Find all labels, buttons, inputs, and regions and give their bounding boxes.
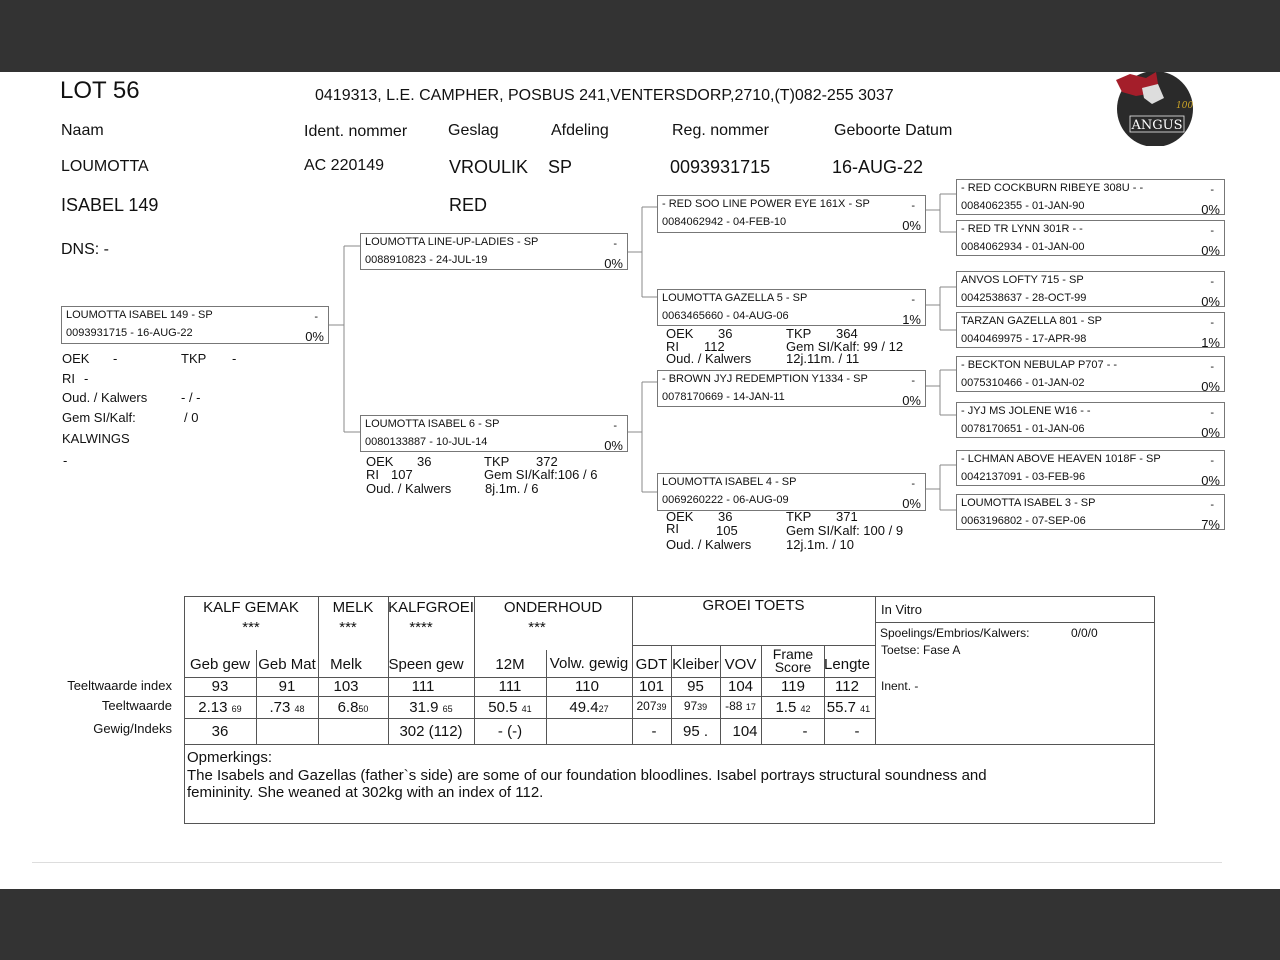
sss-name: - RED COCKBURN RIBEYE 308U - - bbox=[961, 182, 1144, 194]
dss-dash: - bbox=[1210, 361, 1214, 373]
sd-oek-value: 36 bbox=[718, 326, 733, 341]
animal-name-2: ISABEL 149 bbox=[61, 195, 159, 215]
ssd-dash: - bbox=[1210, 225, 1214, 237]
index-12m: 111 bbox=[498, 678, 522, 695]
sss-pct: 0% bbox=[1201, 202, 1220, 217]
dam-oek-value: 36 bbox=[417, 454, 432, 469]
subject-box bbox=[61, 306, 329, 344]
ebv-value: 2.13 bbox=[198, 699, 228, 716]
dd-tkp-label: TKP bbox=[786, 509, 812, 524]
dam-reg: 0080133887 - 10-JUL-14 bbox=[365, 436, 488, 448]
subject-oud-label: Oud. / Kalwers bbox=[62, 390, 148, 405]
ebv-value: 50.5 bbox=[488, 699, 518, 716]
subject-dash: - bbox=[314, 311, 318, 323]
subject-oek-label: OEK bbox=[62, 351, 90, 366]
dd-ri-value: 105 bbox=[716, 523, 738, 538]
ebv-value: .73 bbox=[269, 699, 291, 716]
index-speen-gew: 111 bbox=[411, 678, 435, 695]
ebv-accuracy: 39 bbox=[697, 702, 708, 712]
subject-ri-label: RI bbox=[62, 371, 75, 386]
logo-text: ANGUS bbox=[1131, 118, 1183, 133]
remarks-title: Opmerkings: bbox=[187, 749, 273, 766]
ssd-pct: 0% bbox=[1201, 243, 1220, 258]
col-geb-gew: Geb gew bbox=[189, 656, 251, 673]
sd-oud-value: 12j.11m. / 11 bbox=[786, 351, 860, 366]
dsd-pct: 0% bbox=[1201, 425, 1220, 440]
ss-reg: 0084062942 - 04-FEB-10 bbox=[662, 216, 787, 228]
animal-afdeling: SP bbox=[548, 157, 573, 177]
index-melk: 103 bbox=[333, 678, 359, 695]
ebv-melk bbox=[318, 699, 388, 716]
dds-name: - LCHMAN ABOVE HEAVEN 1018F - SP bbox=[961, 453, 1161, 465]
inent-label: Inent. - bbox=[881, 679, 919, 693]
weight-kleiber: 95 . bbox=[682, 723, 709, 740]
ebv-gdt bbox=[632, 699, 671, 713]
ds-name: - BROWN JYJ REDEMPTION Y1334 - SP bbox=[662, 373, 868, 385]
sdd-reg: 0040469975 - 17-APR-98 bbox=[961, 333, 1087, 345]
ds-pct: 0% bbox=[902, 393, 921, 408]
sdd-pct: 1% bbox=[1201, 335, 1220, 350]
bottom-bar bbox=[0, 889, 1280, 960]
ssd-box bbox=[956, 220, 1225, 256]
remarks-line-2: femininity. She weaned at 302kg with an index of 112. bbox=[187, 784, 544, 801]
animal-dob: 16-AUG-22 bbox=[832, 157, 924, 177]
dsd-name: - JYJ MS JOLENE W16 - - bbox=[961, 405, 1091, 417]
ddd-dash: - bbox=[1210, 499, 1214, 511]
col-speen-gew: Speen gew bbox=[388, 656, 464, 673]
index-lengte: 112 bbox=[835, 678, 859, 695]
col-geb-mat: Geb Mat bbox=[258, 656, 316, 673]
ebv-value: 1.5 bbox=[775, 699, 797, 716]
sd-name: LOUMOTTA GAZELLA 5 - SP bbox=[662, 292, 808, 304]
subject-tkp-label: TKP bbox=[181, 351, 207, 366]
ebv-value: 6.8 bbox=[337, 699, 359, 716]
ebv-vov bbox=[720, 699, 761, 713]
dss-reg: 0075310466 - 01-JAN-02 bbox=[961, 377, 1085, 389]
col-vov: VOV bbox=[724, 656, 757, 673]
col-melk: Melk bbox=[330, 656, 362, 673]
sd-ri-value: 112 bbox=[704, 339, 725, 354]
dds-dash: - bbox=[1210, 455, 1214, 467]
sd-tkp-value: 364 bbox=[836, 326, 858, 341]
subject-ri-value: - bbox=[84, 371, 89, 386]
index-vov: 104 bbox=[727, 678, 754, 695]
dam-oud-value: 8j.1m. / 6 bbox=[485, 481, 539, 496]
sds-pct: 0% bbox=[1201, 294, 1220, 309]
sd-ri-label: RI bbox=[666, 339, 679, 354]
sd-pct: 1% bbox=[902, 312, 921, 327]
subject-tkp-value: - bbox=[232, 351, 237, 366]
sd-oud-label: Oud. / Kalwers bbox=[666, 351, 752, 366]
label-geboorte: Geboorte Datum bbox=[834, 122, 953, 139]
subject-name: LOUMOTTA ISABEL 149 - SP bbox=[66, 309, 213, 321]
ddd-pct: 7% bbox=[1201, 517, 1220, 532]
stars-melk: *** bbox=[339, 619, 357, 636]
label-geslag: Geslag bbox=[448, 122, 499, 139]
dam-pct: 0% bbox=[604, 438, 623, 453]
ss-pct: 0% bbox=[902, 218, 921, 233]
sds-name: ANVOS LOFTY 715 - SP bbox=[961, 274, 1084, 286]
sdd-dash: - bbox=[1210, 317, 1214, 329]
dam-tkp-value: 372 bbox=[536, 454, 558, 469]
ebv-frame-score bbox=[762, 699, 824, 716]
subject-gem-value: / 0 bbox=[184, 410, 199, 425]
label-naam: Naam bbox=[61, 122, 104, 139]
sss-dash: - bbox=[1210, 184, 1214, 196]
ebv-accuracy: 50 bbox=[358, 704, 369, 714]
dd-ri-label: RI bbox=[666, 521, 679, 536]
weight-geb-gew: 36 bbox=[211, 723, 229, 740]
weight-gdt: - bbox=[651, 723, 657, 740]
group-kalfgroei: KALFGROEI bbox=[388, 599, 474, 616]
dsd-dash: - bbox=[1210, 407, 1214, 419]
dd-tkp-value: 371 bbox=[836, 509, 858, 524]
row-label-ebv: Teeltwaarde bbox=[101, 698, 172, 713]
spoelings-value: 0/0/0 bbox=[1071, 626, 1098, 640]
animal-reg: 0093931715 bbox=[670, 157, 771, 177]
dsd-box bbox=[956, 402, 1225, 438]
label-reg: Reg. nommer bbox=[672, 122, 769, 139]
ss-box bbox=[657, 195, 926, 233]
weight-lengte: - bbox=[854, 723, 860, 740]
ebv-lengte bbox=[822, 699, 875, 716]
dd-box bbox=[657, 473, 926, 511]
ss-dash: - bbox=[911, 200, 915, 212]
subject-gem-label: Gem SI/Kalf: bbox=[62, 410, 136, 425]
angus-logo bbox=[1112, 72, 1196, 146]
stars-kalfgroei: **** bbox=[409, 619, 433, 636]
toetse-label: Toetse: Fase A bbox=[881, 643, 961, 657]
sdd-name: TARZAN GAZELLA 801 - SP bbox=[961, 315, 1103, 327]
ds-box bbox=[657, 370, 926, 407]
index-gdt: 101 bbox=[638, 678, 665, 695]
stars-onderhoud: *** bbox=[528, 619, 546, 636]
animal-geslag: VROULIK bbox=[449, 157, 529, 177]
dam-name: LOUMOTTA ISABEL 6 - SP bbox=[365, 418, 500, 430]
dss-pct: 0% bbox=[1201, 379, 1220, 394]
ebv-speen-gew bbox=[388, 699, 474, 716]
dd-oek-label: OEK bbox=[666, 509, 694, 524]
subject-oud-value: - / - bbox=[181, 390, 201, 405]
divider bbox=[32, 862, 1222, 863]
ebv-geb-gew bbox=[184, 699, 256, 716]
col-12m: 12M bbox=[495, 656, 525, 673]
animal-dns: DNS: - bbox=[61, 241, 109, 258]
ebv-value: 55.7 bbox=[826, 699, 856, 716]
group-groei-toets: GROEI TOETS bbox=[702, 597, 805, 614]
sd-oek-label: OEK bbox=[666, 326, 694, 341]
in-vitro-label: In Vitro bbox=[881, 602, 922, 617]
ddd-box bbox=[956, 494, 1225, 530]
ebv-accuracy: 41 bbox=[860, 704, 871, 714]
ebv-accuracy: 27 bbox=[598, 704, 609, 714]
ddd-reg: 0063196802 - 07-SEP-06 bbox=[961, 515, 1086, 527]
weight-vov: 104 bbox=[732, 723, 758, 740]
ssd-name: - RED TR LYNN 301R - - bbox=[961, 223, 1083, 235]
index-kleiber: 95 bbox=[687, 678, 704, 695]
weight-frame-score: - bbox=[802, 723, 808, 740]
col-frame-score: Frame Score bbox=[772, 646, 814, 675]
dd-oud-label: Oud. / Kalwers bbox=[666, 537, 752, 552]
ebv-geb-mat bbox=[256, 699, 318, 716]
sss-box bbox=[956, 179, 1225, 215]
dsd-reg: 0078170651 - 01-JAN-06 bbox=[961, 423, 1085, 435]
ebv-accuracy: 65 bbox=[442, 704, 453, 714]
ebv-volw-gewig bbox=[546, 699, 632, 716]
ebv-value: -88 bbox=[725, 699, 743, 713]
sd-dash: - bbox=[911, 294, 915, 306]
sdd-box bbox=[956, 312, 1225, 348]
subject-oek-value: - bbox=[113, 351, 118, 366]
animal-colour: RED bbox=[449, 195, 488, 215]
ebv-value: 207 bbox=[636, 699, 657, 713]
dd-oud-value: 12j.1m. / 10 bbox=[786, 537, 854, 552]
dam-tkp-label: TKP bbox=[484, 454, 510, 469]
sds-box bbox=[956, 271, 1225, 307]
dd-gem: Gem SI/Kalf: 100 / 9 bbox=[786, 523, 904, 538]
dss-name: - BECKTON NEBULAP P707 - - bbox=[961, 359, 1118, 371]
dd-pct: 0% bbox=[902, 496, 921, 511]
row-label-index: Teeltwaarde index bbox=[67, 678, 172, 693]
col-gdt: GDT bbox=[635, 656, 668, 673]
col-kleiber: Kleiber bbox=[672, 656, 719, 673]
ebv-accuracy: 48 bbox=[294, 704, 305, 714]
weight-speen-gew: 302 (112) bbox=[399, 723, 463, 740]
dam-dash: - bbox=[613, 420, 617, 432]
ebv-accuracy: 42 bbox=[800, 704, 811, 714]
ds-dash: - bbox=[911, 375, 915, 387]
index-volw-gewig: 110 bbox=[575, 678, 599, 695]
group-melk: MELK bbox=[332, 599, 374, 616]
sds-reg: 0042538637 - 28-OCT-99 bbox=[961, 292, 1087, 304]
index-geb-mat: 91 bbox=[278, 678, 296, 695]
index-geb-gew: 93 bbox=[211, 678, 229, 695]
group-kalf-gemak: KALF GEMAK bbox=[203, 599, 299, 616]
ebv-accuracy: 69 bbox=[231, 704, 242, 714]
dds-reg: 0042137091 - 03-FEB-96 bbox=[961, 471, 1086, 483]
sss-reg: 0084062355 - 01-JAN-90 bbox=[961, 200, 1085, 212]
dds-box bbox=[956, 450, 1225, 486]
ds-reg: 0078170669 - 14-JAN-11 bbox=[662, 391, 785, 403]
dd-name: LOUMOTTA ISABEL 4 - SP bbox=[662, 476, 797, 488]
dam-oud-label: Oud. / Kalwers bbox=[366, 481, 452, 496]
index-frame-score: 119 bbox=[781, 678, 805, 695]
label-afdeling: Afdeling bbox=[551, 122, 609, 139]
dam-box bbox=[360, 415, 628, 452]
ddd-name: LOUMOTTA ISABEL 3 - SP bbox=[961, 497, 1096, 509]
sire-reg: 0088910823 - 24-JUL-19 bbox=[365, 254, 488, 266]
ebv-accuracy: 41 bbox=[521, 704, 532, 714]
dd-dash: - bbox=[911, 478, 915, 490]
col-volw-gewig: Volw. gewig bbox=[549, 655, 629, 672]
subject-kalwings-label: KALWINGS bbox=[62, 431, 130, 446]
sd-reg: 0063465660 - 04-AUG-06 bbox=[662, 310, 789, 322]
ebv-value: 49.4 bbox=[569, 699, 599, 716]
sds-dash: - bbox=[1210, 276, 1214, 288]
dam-gem: Gem SI/Kalf:106 / 6 bbox=[484, 467, 598, 482]
ebv-value: 31.9 bbox=[409, 699, 439, 716]
sire-name: LOUMOTTA LINE-UP-LADIES - SP bbox=[365, 236, 539, 248]
dss-box bbox=[956, 356, 1225, 392]
weight-12m: - (-) bbox=[497, 723, 523, 740]
ebv-kleiber bbox=[671, 699, 720, 713]
logo-badge: 100 bbox=[1176, 101, 1194, 111]
sire-box bbox=[360, 233, 628, 270]
spoelings-label: Spoelings/Embrios/Kalwers: bbox=[880, 626, 1030, 640]
animal-name-1: LOUMOTTA bbox=[61, 158, 149, 175]
ssd-reg: 0084062934 - 01-JAN-00 bbox=[961, 241, 1085, 253]
dam-ri-value: 107 bbox=[391, 467, 413, 482]
row-label-weights: Gewig/Indeks bbox=[93, 721, 172, 736]
sd-tkp-label: TKP bbox=[786, 326, 812, 341]
stars-kalf-gemak: *** bbox=[242, 619, 260, 636]
animal-ident: AC 220149 bbox=[304, 157, 385, 174]
subject-kalwings-value: - bbox=[63, 453, 68, 468]
sire-dash: - bbox=[613, 238, 617, 250]
lot-number: LOT 56 bbox=[60, 77, 140, 104]
ebv-accuracy: 39 bbox=[656, 702, 667, 712]
remarks-line-1: The Isabels and Gazellas (father`s side) are some of our foundation bloodlines. Isabel portrays structural soundness and bbox=[187, 767, 987, 784]
sd-box bbox=[657, 289, 926, 326]
label-ident: Ident. nommer bbox=[304, 123, 408, 140]
col-lengte: Lengte bbox=[824, 656, 870, 673]
dd-oek-value: 36 bbox=[718, 509, 733, 524]
top-bar bbox=[0, 0, 1280, 72]
ss-name: - RED SOO LINE POWER EYE 161X - SP bbox=[662, 198, 870, 210]
group-onderhoud: ONDERHOUD bbox=[503, 599, 603, 616]
ebv-12m bbox=[474, 699, 546, 716]
owner-details: 0419313, L.E. CAMPHER, POSBUS 241,VENTERSDORP,2710,(T)082-255 3037 bbox=[315, 87, 894, 104]
subject-pct: 0% bbox=[305, 329, 324, 344]
ebv-value: 97 bbox=[683, 699, 698, 713]
dds-pct: 0% bbox=[1201, 473, 1220, 488]
sire-pct: 0% bbox=[604, 256, 623, 271]
ebv-accuracy: 17 bbox=[745, 702, 756, 712]
sd-gem: Gem SI/Kalf: 99 / 12 bbox=[786, 339, 904, 354]
dd-reg: 0069260222 - 06-AUG-09 bbox=[662, 494, 789, 506]
dam-ri-label: RI bbox=[366, 467, 379, 482]
dam-oek-label: OEK bbox=[366, 454, 394, 469]
subject-reg: 0093931715 - 16-AUG-22 bbox=[66, 327, 193, 339]
